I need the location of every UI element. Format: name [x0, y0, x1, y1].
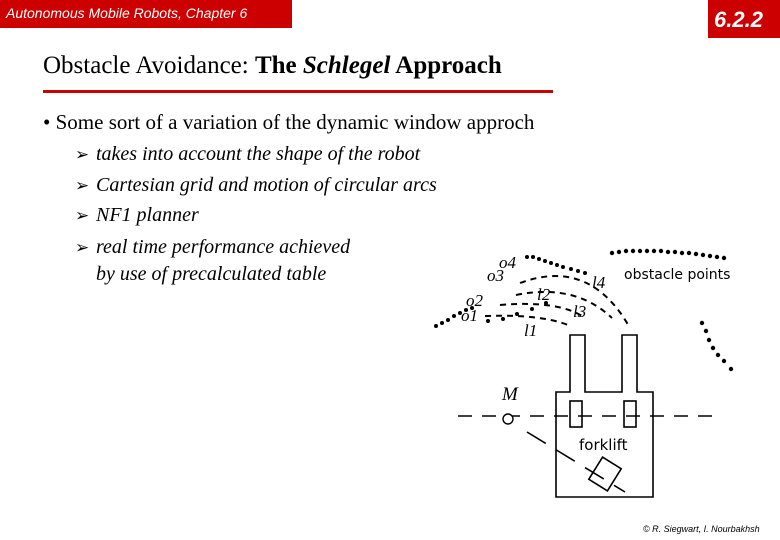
- section-number-badge: [708, 0, 780, 38]
- obstacle-points-far-right: [700, 321, 733, 371]
- sub-bullet-text: NF1 planner: [96, 204, 199, 226]
- label-l4: l4: [592, 273, 606, 292]
- forklift-label: forklift: [579, 436, 628, 454]
- slide-title: [43, 52, 502, 80]
- sub-bullet: [75, 174, 437, 197]
- label-o1: o1: [461, 306, 478, 325]
- main-bullet-text: Some sort of a variation of the dynamic window approch: [55, 110, 535, 134]
- sub-bullet: [75, 236, 350, 259]
- sub-bullet-continuation: by use of precalculated table: [96, 263, 327, 285]
- obstacle-points-top: [525, 255, 587, 275]
- label-o2: o2: [466, 291, 483, 310]
- title-name: Schlegel: [302, 52, 391, 79]
- arrow-bullet-icon: ➢: [75, 176, 90, 196]
- label-l2: l2: [537, 285, 551, 304]
- forklift-diagram: [425, 240, 755, 500]
- sub-bullet: [75, 204, 199, 227]
- main-bullet: • Some sort of a variation of the dynamic window approch: [43, 110, 535, 134]
- sub-bullet: [75, 143, 420, 166]
- label-m: M: [502, 384, 518, 405]
- title-prefix: Obstacle Avoidance:: [43, 52, 255, 79]
- sub-bullet-text: Cartesian grid and motion of circular arcs: [96, 174, 437, 196]
- chapter-header-text: Autonomous Mobile Robots, Chapter 6: [6, 5, 248, 21]
- title-the: The: [254, 52, 303, 79]
- title-suffix: Approach: [390, 52, 502, 79]
- label-l1: l1: [524, 321, 538, 340]
- label-o4: o4: [499, 253, 516, 272]
- arrow-bullet-icon: ➢: [75, 206, 90, 226]
- label-l3: l3: [573, 302, 587, 321]
- obstacle-points-label: obstacle points: [624, 267, 731, 283]
- sub-bullet-text: takes into account the shape of the robot: [96, 143, 421, 165]
- arrow-bullet-icon: ➢: [75, 145, 90, 165]
- sub-bullet-text: real time performance achieved: [96, 236, 351, 258]
- chapter-header: [0, 0, 292, 28]
- trajectory-arcs: [485, 276, 630, 328]
- label-o3: o3: [487, 266, 504, 285]
- arrow-bullet-icon: ➢: [75, 238, 90, 258]
- copyright-credit: © R. Siegwart, I. Nourbakhsh: [643, 524, 760, 534]
- obstacle-points-right: [610, 249, 726, 260]
- section-number: 6.2.2: [714, 7, 763, 32]
- title-underline: [43, 90, 553, 93]
- reference-point-m-marker: [503, 414, 513, 424]
